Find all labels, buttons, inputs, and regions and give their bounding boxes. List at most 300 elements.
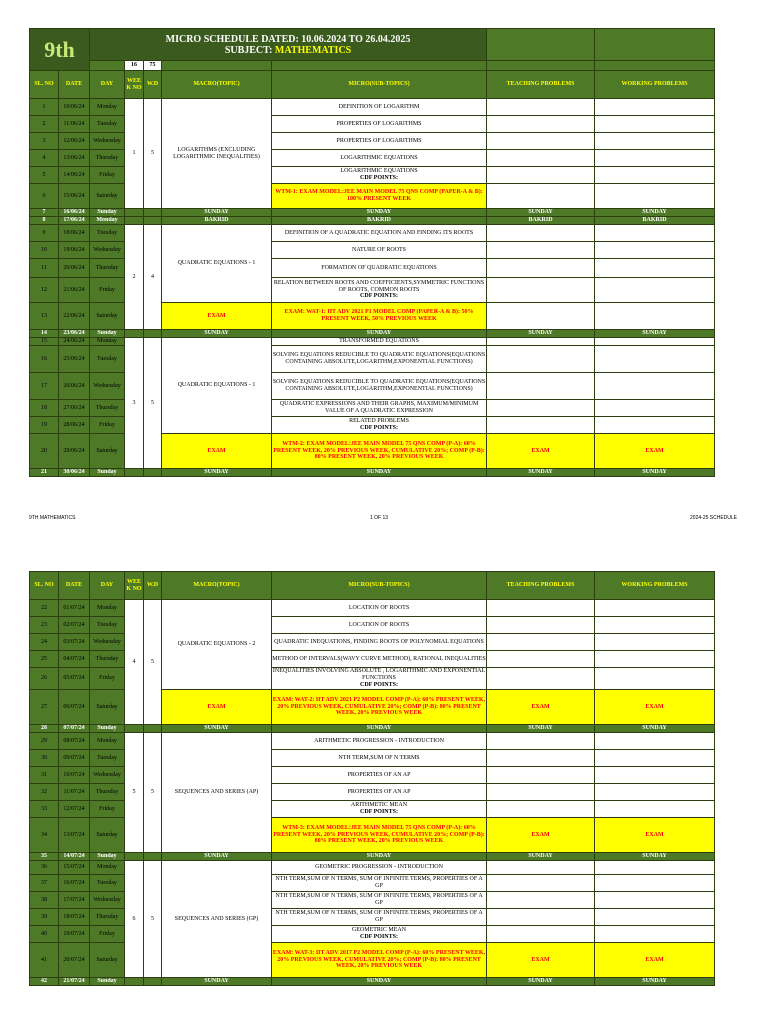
- sl-number: 3: [30, 133, 59, 150]
- micro-topic: NTH TERM,SUM OF N TERMS, SUM OF INFINITE TERMS, PROPERTIES OF A GP: [272, 875, 487, 892]
- sunday-label: SUNDAY: [272, 330, 487, 338]
- working-problems-cell: [595, 400, 715, 417]
- cdf-points-label: CDF POINTS:: [360, 293, 398, 300]
- teaching-exam: EXAM: [487, 943, 595, 978]
- sl-number: 11: [30, 259, 59, 278]
- day-cell: Sunday: [90, 853, 125, 861]
- working-problems-cell: [595, 259, 715, 278]
- day-cell: Monday: [90, 600, 125, 617]
- sl-number: 25: [30, 651, 59, 668]
- sunday-row: [30, 209, 715, 217]
- day-cell: Sunday: [90, 978, 125, 986]
- col-day: DAY: [90, 71, 125, 99]
- working-problems-cell: [595, 668, 715, 690]
- micro-topic: RELATION BETWEEN ROOTS AND COEFFICIENTS,SYMMETRIC FUNCTIONS OF ROOTS, COMMON ROOTS CDF POINTS:: [272, 278, 487, 303]
- table-row: [30, 338, 715, 346]
- col-macro: MACRO(TOPIC): [162, 572, 272, 600]
- sl-number: 41: [30, 943, 59, 978]
- table-row: [30, 99, 715, 116]
- sunday-label: SUNDAY: [162, 853, 272, 861]
- micro-topic: GEOMETRIC PROGRESSION - INTRODUCTION: [272, 861, 487, 875]
- date-cell: 26/06/24: [59, 373, 90, 400]
- date-cell: 19/06/24: [59, 242, 90, 259]
- sl-number: 36: [30, 861, 59, 875]
- day-cell: Thursday: [90, 784, 125, 801]
- day-cell: Monday: [90, 217, 125, 225]
- sunday-label: SUNDAY: [595, 853, 715, 861]
- sunday-label: SUNDAY: [272, 209, 487, 217]
- col-teaching: TEACHING PROBLEMS: [487, 572, 595, 600]
- sunday-label: SUNDAY: [595, 330, 715, 338]
- micro-topic: PROPERTIES OF AN AP: [272, 767, 487, 784]
- teaching-problems-cell: [487, 278, 595, 303]
- teaching-problems-cell: [487, 184, 595, 209]
- date-cell: 19/07/24: [59, 926, 90, 943]
- sl-number: 9: [30, 225, 59, 242]
- date-cell: 16/06/24: [59, 209, 90, 217]
- col-week: WEE K NO: [125, 572, 144, 600]
- micro-topic: LOGARITHMIC EQUATIONS CDF POINTS:: [272, 167, 487, 184]
- week-number: 3: [125, 338, 144, 469]
- day-cell: Monday: [90, 338, 125, 346]
- working-problems-cell: [595, 634, 715, 651]
- micro-topic: QUADRATIC EXPRESSIONS AND THEIR GRAPHS, MAXIMUM/MINIMUM VALUE OF A QUADRATIC EXPRESSION: [272, 400, 487, 417]
- holiday-label: BAKRID: [272, 217, 487, 225]
- working-problems-cell: [595, 133, 715, 150]
- exam-macro: EXAM: [162, 690, 272, 725]
- sunday-label: SUNDAY: [272, 469, 487, 477]
- date-cell: 13/06/24: [59, 150, 90, 167]
- date-cell: 27/06/24: [59, 400, 90, 417]
- week-number: 5: [125, 733, 144, 853]
- teaching-problems-cell: [487, 634, 595, 651]
- working-problems-cell: [595, 346, 715, 373]
- schedule-table-page-1: [29, 28, 715, 477]
- date-cell: 06/07/24: [59, 690, 90, 725]
- date-cell: 20/06/24: [59, 259, 90, 278]
- exam-description: EXAM: WAT-2: IIT ADV 2021 P2 MODEL COMP (P-A): 60% PRESENT WEEK, 20% PREVIOUS WEEK, CUMULATIVE 20%; COMP (P-B): 80% PRESENT WEEK, 20% PREVIOUS WEEK: [272, 690, 487, 725]
- sl-number: 20: [30, 434, 59, 469]
- holiday-label: BAKRID: [162, 217, 272, 225]
- working-problems-cell: [595, 116, 715, 133]
- sunday-row: [30, 469, 715, 477]
- sl-number: 38: [30, 892, 59, 909]
- day-cell: Tuesday: [90, 346, 125, 373]
- working-problems-cell: [595, 373, 715, 400]
- week-count: 16: [125, 61, 144, 71]
- day-cell: Monday: [90, 99, 125, 116]
- working-problems-cell: [595, 926, 715, 943]
- working-days: 5: [144, 99, 162, 209]
- table-row: [30, 225, 715, 242]
- sunday-label: SUNDAY: [272, 725, 487, 733]
- micro-topic: LOGARITHMIC EQUATIONS: [272, 150, 487, 167]
- date-cell: 09/07/24: [59, 750, 90, 767]
- col-wd: W.D: [144, 572, 162, 600]
- date-cell: 05/07/24: [59, 668, 90, 690]
- day-cell: Tuesday: [90, 617, 125, 634]
- date-cell: 14/07/24: [59, 853, 90, 861]
- working-problems-cell: [595, 99, 715, 116]
- working-problems-cell: [595, 417, 715, 434]
- date-cell: 23/06/24: [59, 330, 90, 338]
- day-cell: Sunday: [90, 725, 125, 733]
- day-cell: Wednesday: [90, 892, 125, 909]
- macro-topic: LOGARITHMS (EXCLUDING LOGARITHMIC INEQUALITIES): [162, 99, 272, 209]
- working-problems-cell: [595, 225, 715, 242]
- col-sl: SL. NO: [30, 572, 59, 600]
- table-row: [30, 600, 715, 617]
- day-cell: Friday: [90, 417, 125, 434]
- micro-topic: DEFINITION OF LOGARITHM: [272, 99, 487, 116]
- date-cell: 10/07/24: [59, 767, 90, 784]
- cdf-points-label: CDF POINTS:: [360, 681, 398, 688]
- bakrid-row: [30, 217, 715, 225]
- sl-number: 17: [30, 373, 59, 400]
- sl-number: 2: [30, 116, 59, 133]
- sl-number: 27: [30, 690, 59, 725]
- cdf-points-label: CDF POINTS:: [360, 809, 398, 815]
- col-wd: W.D: [144, 71, 162, 99]
- day-cell: Wednesday: [90, 133, 125, 150]
- sl-number: 18: [30, 400, 59, 417]
- teaching-exam: EXAM: [487, 690, 595, 725]
- sunday-label: SUNDAY: [487, 725, 595, 733]
- micro-topic: DEFINITION OF A QUADRATIC EQUATION AND FINDING ITS ROOTS: [272, 225, 487, 242]
- working-problems-cell: [595, 651, 715, 668]
- grade-badge: 9th: [30, 29, 90, 71]
- sunday-label: SUNDAY: [487, 853, 595, 861]
- week-number: 2: [125, 225, 144, 330]
- working-problems-cell: [595, 892, 715, 909]
- sl-number: 32: [30, 784, 59, 801]
- date-cell: 16/07/24: [59, 875, 90, 892]
- sunday-label: SUNDAY: [487, 978, 595, 986]
- col-micro: MICRO(SUB-TOPICS): [272, 71, 487, 99]
- sl-number: 12: [30, 278, 59, 303]
- teaching-problems-cell: [487, 767, 595, 784]
- macro-topic: QUADRATIC EQUATIONS - 2: [162, 600, 272, 690]
- col-week: WEE K NO: [125, 71, 144, 99]
- date-cell: 12/07/24: [59, 801, 90, 818]
- footer-right: 2024-25 SCHEDULE: [690, 515, 737, 521]
- date-cell: 03/07/24: [59, 634, 90, 651]
- working-problems-cell: [595, 750, 715, 767]
- date-cell: 14/06/24: [59, 167, 90, 184]
- date-cell: 02/07/24: [59, 617, 90, 634]
- date-cell: 07/07/24: [59, 725, 90, 733]
- sl-number: 13: [30, 303, 59, 330]
- date-cell: 15/06/24: [59, 184, 90, 209]
- sunday-label: SUNDAY: [487, 209, 595, 217]
- working-problems-cell: [595, 303, 715, 330]
- sl-number: 7: [30, 209, 59, 217]
- teaching-problems-cell: [487, 733, 595, 750]
- working-days: 5: [144, 600, 162, 725]
- sl-number: 4: [30, 150, 59, 167]
- micro-topic: ARITHMETIC PROGRESSION - INTRODUCTION: [272, 733, 487, 750]
- week-number: 1: [125, 99, 144, 209]
- date-cell: 21/07/24: [59, 978, 90, 986]
- working-problems-cell: [595, 167, 715, 184]
- sl-number: 14: [30, 330, 59, 338]
- micro-topic: RELATED PROBLEMS CDF POINTS:: [272, 417, 487, 434]
- teaching-problems-cell: [487, 133, 595, 150]
- date-cell: 22/06/24: [59, 303, 90, 330]
- schedule-table-page-2: [29, 571, 715, 986]
- micro-topic: INEQUALITIES INVOLVING ABSOLUTE , LOGARITHMIC AND EXPONENTIAL FUNCTIONS CDF POINTS:: [272, 668, 486, 688]
- teaching-problems-cell: [487, 875, 595, 892]
- teaching-problems-cell: [487, 167, 595, 184]
- sl-number: 24: [30, 634, 59, 651]
- micro-topic: TRANSFORMED EQUATIONS: [272, 338, 487, 346]
- holiday-label: BAKRID: [595, 217, 715, 225]
- working-exam: EXAM: [595, 690, 715, 725]
- sunday-label: SUNDAY: [595, 209, 715, 217]
- micro-topic: METHOD OF INTERVALS(WAVY CURVE METHOD), RATIONAL INEQUALITIES: [272, 651, 487, 668]
- working-days: 4: [144, 225, 162, 330]
- sl-number: 29: [30, 733, 59, 750]
- col-day: DAY: [90, 572, 125, 600]
- exam-macro: EXAM: [162, 434, 272, 469]
- day-cell: Wednesday: [90, 767, 125, 784]
- working-exam: EXAM: [595, 434, 715, 469]
- day-cell: Saturday: [90, 818, 125, 853]
- day-cell: Saturday: [90, 434, 125, 469]
- sl-number: 35: [30, 853, 59, 861]
- working-problems-cell: [595, 184, 715, 209]
- day-cell: Friday: [90, 801, 125, 818]
- sl-number: 21: [30, 469, 59, 477]
- teaching-problems-cell: [487, 861, 595, 875]
- day-cell: Saturday: [90, 303, 125, 330]
- working-problems-cell: [595, 600, 715, 617]
- micro-topic: SOLVING EQUATIONS REDUCIBLE TO QUADRATIC EQUATIONS(EQUATIONS CONTAINING ABSOLUTE,LOGARITHM,EXPONENTIAL FUNCTIONS): [272, 346, 487, 373]
- working-days: 5: [144, 338, 162, 469]
- date-cell: 18/06/24: [59, 225, 90, 242]
- day-cell: Tuesday: [90, 225, 125, 242]
- sunday-label: SUNDAY: [595, 469, 715, 477]
- working-problems-cell: [595, 861, 715, 875]
- day-cell: Monday: [90, 733, 125, 750]
- day-cell: Friday: [90, 167, 125, 184]
- table-row: [30, 733, 715, 750]
- teaching-problems-cell: [487, 303, 595, 330]
- day-cell: Friday: [90, 668, 125, 690]
- date-cell: 24/06/24: [59, 338, 90, 346]
- col-teaching: TEACHING PROBLEMS: [487, 71, 595, 99]
- teaching-problems-cell: [487, 225, 595, 242]
- working-problems-cell: [595, 909, 715, 926]
- sl-number: 23: [30, 617, 59, 634]
- teaching-problems-cell: [487, 259, 595, 278]
- working-problems-cell: [595, 278, 715, 303]
- teaching-problems-cell: [487, 651, 595, 668]
- micro-topic: ARITHMETIC MEAN CDF POINTS:: [272, 801, 487, 818]
- column-header-row-2: [30, 572, 715, 600]
- date-cell: 12/06/24: [59, 133, 90, 150]
- micro-topic: LOCATION OF ROOTS: [272, 600, 487, 617]
- macro-topic: QUADRATIC EQUATIONS - 1: [162, 225, 272, 303]
- col-micro: MICRO(SUB-TOPICS): [272, 572, 487, 600]
- sunday-label: SUNDAY: [162, 209, 272, 217]
- sl-number: 10: [30, 242, 59, 259]
- teaching-problems-cell: [487, 600, 595, 617]
- teaching-exam: EXAM: [487, 434, 595, 469]
- micro-topic: GEOMETRIC MEAN CDF POINTS:: [272, 926, 487, 943]
- working-days: 5: [144, 861, 162, 978]
- day-cell: Tuesday: [90, 116, 125, 133]
- sl-number: 39: [30, 909, 59, 926]
- sl-number: 30: [30, 750, 59, 767]
- working-problems-cell: [595, 875, 715, 892]
- sunday-label: SUNDAY: [487, 469, 595, 477]
- day-cell: Tuesday: [90, 875, 125, 892]
- teaching-problems-cell: [487, 242, 595, 259]
- working-problems-cell: [595, 784, 715, 801]
- micro-topic: QUADRATIC INEQUATIONS, FINDING ROOTS OF POLYNOMIAL EQUATIONS: [272, 634, 487, 651]
- teaching-problems-cell: [487, 99, 595, 116]
- sl-number: 19: [30, 417, 59, 434]
- day-cell: Thursday: [90, 150, 125, 167]
- teaching-problems-cell: [487, 373, 595, 400]
- sl-number: 33: [30, 801, 59, 818]
- sunday-row: [30, 853, 715, 861]
- micro-topic: NTH TERM,SUM OF N TERMS: [272, 750, 487, 767]
- teaching-problems-cell: [487, 150, 595, 167]
- sunday-label: SUNDAY: [162, 330, 272, 338]
- sunday-row: [30, 725, 715, 733]
- teaching-problems-cell: [487, 400, 595, 417]
- sl-number: 34: [30, 818, 59, 853]
- wd-count: 75: [144, 61, 162, 71]
- exam-description: WTM-2: EXAM MODEL:JEE MAIN MODEL 75 QNS COMP (P-A): 60% PRESENT WEEK, 20% PREVIOUS WEEK, CUMULATIVE 20%; COMP (P-B): 80% PRESENT WEEK, 20% PREVIOUS WEEK: [272, 434, 487, 469]
- date-cell: 17/06/24: [59, 217, 90, 225]
- working-problems-cell: [595, 338, 715, 346]
- day-cell: Friday: [90, 926, 125, 943]
- day-cell: Wednesday: [90, 242, 125, 259]
- sunday-label: SUNDAY: [487, 330, 595, 338]
- column-header-row: [30, 71, 715, 99]
- exam-description: WTM-1: EXAM MODEL:JEE MAIN MODEL 75 QNS COMP (PAPER-A & B): 100% PRESENT WEEK: [272, 184, 487, 209]
- day-cell: Sunday: [90, 330, 125, 338]
- teaching-problems-cell: [487, 784, 595, 801]
- exam-description: EXAM: WAT-3: IIT ADV 2017 P2 MODEL COMP (P-A): 60% PRESENT WEEK, 20% PREVIOUS WEEK, CUMULATIVE 20%; COMP (P-B): 80% PRESENT WEEK, 20% PREVIOUS WEEK: [272, 943, 487, 978]
- micro-topic: PROPERTIES OF AN AP: [272, 784, 487, 801]
- sl-number: 37: [30, 875, 59, 892]
- sunday-row: [30, 330, 715, 338]
- date-cell: 30/06/24: [59, 469, 90, 477]
- day-cell: Wednesday: [90, 634, 125, 651]
- day-cell: Sunday: [90, 469, 125, 477]
- day-cell: Thursday: [90, 909, 125, 926]
- exam-description: EXAM: WAT-1: IIT ADV 2021 P1 MODEL COMP (PAPER-A & B): 50% PRESENT WEEK, 50% PREVIOUS WEEK: [272, 303, 487, 330]
- sl-number: 6: [30, 184, 59, 209]
- date-cell: 17/07/24: [59, 892, 90, 909]
- working-problems-cell: [595, 617, 715, 634]
- date-cell: 11/07/24: [59, 784, 90, 801]
- schedule-title: MICRO SCHEDULE DATED: 10.06.2024 TO 26.04.2025 SUBJECT: MATHEMATICS: [90, 29, 487, 61]
- date-cell: 21/06/24: [59, 278, 90, 303]
- sunday-label: SUNDAY: [595, 725, 715, 733]
- teaching-problems-cell: [487, 801, 595, 818]
- footer-left: 9TH MATHEMATICS: [29, 515, 76, 521]
- date-cell: 15/07/24: [59, 861, 90, 875]
- working-exam: EXAM: [595, 818, 715, 853]
- macro-topic: SEQUENCES AND SERIES (GP): [162, 861, 272, 978]
- micro-topic: PROPERTIES OF LOGARITHMS: [272, 116, 487, 133]
- date-cell: 28/06/24: [59, 417, 90, 434]
- working-problems-cell: [595, 767, 715, 784]
- day-cell: Saturday: [90, 184, 125, 209]
- week-number: 6: [125, 861, 144, 978]
- micro-topic: NATURE OF ROOTS: [272, 242, 487, 259]
- col-working: WORKING PROBLEMS: [595, 71, 715, 99]
- sl-number: 22: [30, 600, 59, 617]
- day-cell: Thursday: [90, 259, 125, 278]
- sunday-row: [30, 978, 715, 986]
- footer-page-number: 1 OF 13: [370, 515, 389, 521]
- date-cell: 29/06/24: [59, 434, 90, 469]
- date-cell: 08/07/24: [59, 733, 90, 750]
- table-row: [30, 861, 715, 875]
- macro-topic: QUADRATIC EQUATIONS - 1: [162, 338, 272, 434]
- sunday-label: SUNDAY: [272, 853, 487, 861]
- working-days: 5: [144, 733, 162, 853]
- day-cell: Monday: [90, 861, 125, 875]
- sunday-label: SUNDAY: [162, 469, 272, 477]
- day-cell: Thursday: [90, 651, 125, 668]
- sunday-label: SUNDAY: [162, 978, 272, 986]
- day-cell: Wednesday: [90, 373, 125, 400]
- day-cell: Friday: [90, 278, 125, 303]
- teaching-problems-cell: [487, 116, 595, 133]
- sunday-label: SUNDAY: [162, 725, 272, 733]
- macro-topic: SEQUENCES AND SERIES (AP): [162, 733, 272, 853]
- micro-topic: FORMATION OF QUADRATIC EQUATIONS: [272, 259, 487, 278]
- sunday-label: SUNDAY: [595, 978, 715, 986]
- working-problems-cell: [595, 801, 715, 818]
- exam-description: WTM-3: EXAM MODEL:JEE MAIN MODEL 75 QNS COMP (P-A): 60% PRESENT WEEK, 20% PREVIOUS WEEK, CUMULATIVE 20%; COMP (P-B): 80% PRESENT WEEK, 20% PREVIOUS WEEK: [272, 818, 487, 853]
- date-cell: 10/06/24: [59, 99, 90, 116]
- sl-number: 26: [30, 668, 59, 690]
- day-cell: Sunday: [90, 209, 125, 217]
- sl-number: 16: [30, 346, 59, 373]
- cdf-points-label: CDF POINTS:: [360, 425, 398, 431]
- teaching-problems-cell: [487, 909, 595, 926]
- col-date: DATE: [59, 572, 90, 600]
- sl-number: 15: [30, 338, 59, 346]
- sl-number: 42: [30, 978, 59, 986]
- teaching-problems-cell: [487, 346, 595, 373]
- date-cell: 01/07/24: [59, 600, 90, 617]
- col-date: DATE: [59, 71, 90, 99]
- sunday-label: SUNDAY: [272, 978, 487, 986]
- day-cell: Saturday: [90, 943, 125, 978]
- week-number: 4: [125, 600, 144, 725]
- col-sl: SL. NO: [30, 71, 59, 99]
- micro-topic: NTH TERM,SUM OF N TERMS, SUM OF INFINITE TERMS, PROPERTIES OF A GP: [272, 909, 487, 926]
- date-cell: 25/06/24: [59, 346, 90, 373]
- cdf-points-label: CDF POINTS:: [360, 934, 398, 940]
- sl-number: 8: [30, 217, 59, 225]
- sl-number: 28: [30, 725, 59, 733]
- cdf-points-label: CDF POINTS:: [360, 175, 398, 181]
- day-cell: Tuesday: [90, 750, 125, 767]
- micro-topic: SOLVING EQUATIONS REDUCIBLE TO QUADRATIC EQUATIONS(EQUATIONS CONTAINING ABSOLUTE,LOGARITHM,EXPONENTIAL FUNCTIONS): [272, 373, 487, 400]
- sl-number: 40: [30, 926, 59, 943]
- exam-macro: EXAM: [162, 303, 272, 330]
